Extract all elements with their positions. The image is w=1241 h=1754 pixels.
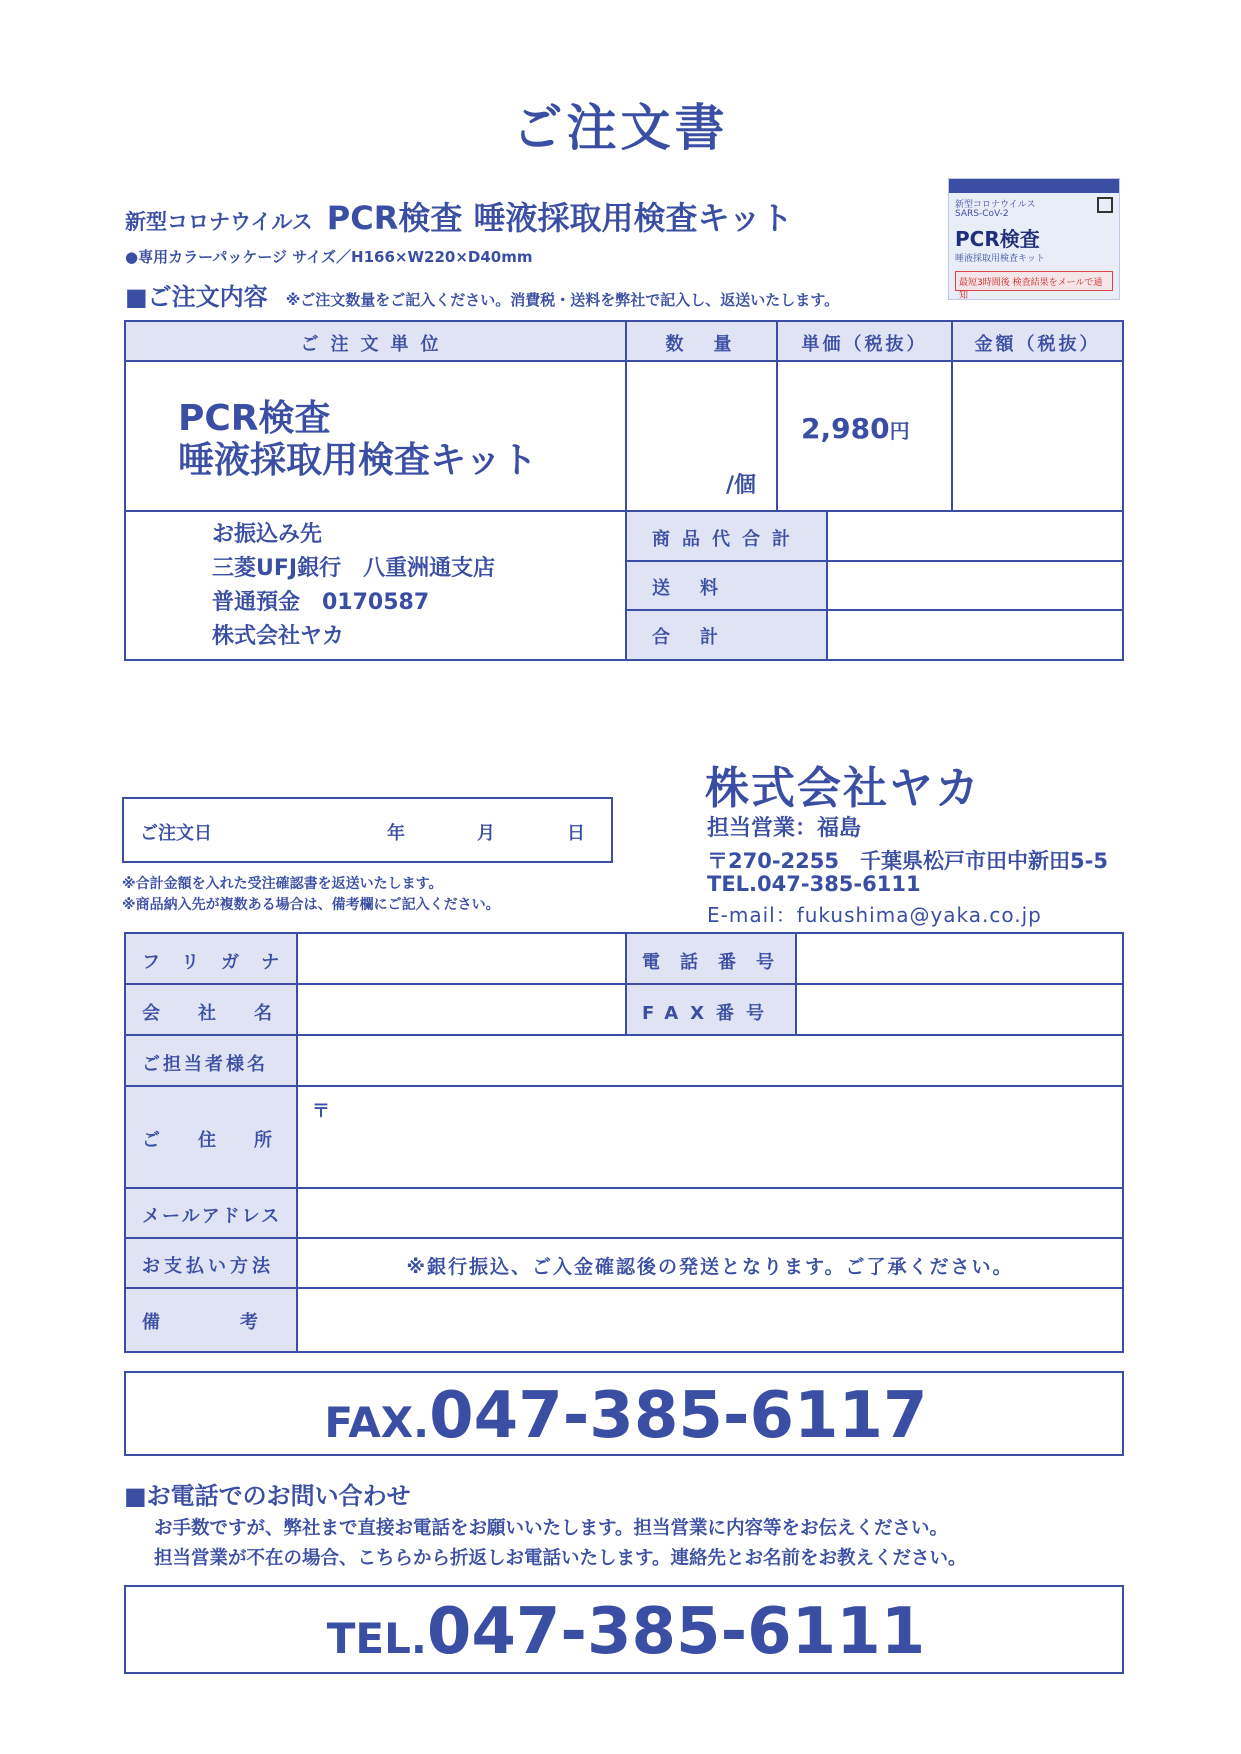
package-band bbox=[949, 179, 1119, 193]
qr-code-icon bbox=[1097, 197, 1113, 213]
fax-number: 047-385-6117 bbox=[429, 1379, 928, 1453]
fax-big-number bbox=[126, 1379, 1126, 1453]
shipping-label: 送 料 bbox=[652, 578, 724, 599]
note-2: ※商品納入先が複数ある場合は、備考欄にご記入ください。 bbox=[122, 897, 500, 913]
company-rep: 担当営業：福島 bbox=[707, 816, 862, 841]
fax-input[interactable] bbox=[797, 985, 1122, 1034]
company-tel: TEL.047-385-6111 bbox=[707, 872, 921, 896]
product-prefix: 新型コロナウイルス bbox=[125, 210, 313, 234]
phone-instruction-2: 担当営業が不在の場合、こちらから折返しお電話いたします。連絡先とお名前をお教えください。 bbox=[154, 1548, 967, 1569]
phone-input[interactable] bbox=[797, 934, 1122, 983]
year-label: 年 bbox=[387, 823, 405, 844]
company-input[interactable] bbox=[298, 985, 625, 1034]
customer-form bbox=[124, 932, 1124, 1353]
email-label: メールアドレス bbox=[142, 1206, 282, 1227]
person-input[interactable] bbox=[298, 1036, 1122, 1085]
tel-prefix: TEL. bbox=[326, 1614, 427, 1663]
furigana-input[interactable] bbox=[298, 934, 625, 983]
product-name: PCR検査 唾液採取用検査キット bbox=[326, 199, 793, 237]
quantity-unit: /個 bbox=[726, 473, 757, 498]
unit-price bbox=[801, 412, 910, 445]
bank-account: 普通預金 0170587 bbox=[212, 590, 430, 615]
day-label: 日 bbox=[567, 823, 585, 844]
phone-instruction-1: お手数ですが、弊社まで直接お電話をお願いいたします。担当営業に内容等をお伝えください。 bbox=[154, 1518, 949, 1539]
postal-mark: 〒 bbox=[312, 1101, 330, 1122]
page-title: ご注文書 bbox=[512, 99, 729, 157]
order-table bbox=[124, 320, 1124, 661]
bank-label: お振込み先 bbox=[212, 522, 323, 547]
payment-label: お支払い方法 bbox=[142, 1256, 274, 1277]
company-address: 〒270-2255 千葉県松戸市田中新田5-5 bbox=[707, 849, 1108, 873]
unit-price-value: 2,980 bbox=[801, 412, 890, 445]
payment-note: ※銀行振込、ご入金確認後の発送となります。ご了承ください。 bbox=[406, 1256, 1014, 1278]
note-1: ※合計金額を入れた受注確認書を返送いたします。 bbox=[122, 876, 443, 892]
order-note: ※ご注文数量をご記入ください。消費税・送料を弊社で記入し、返送いたします。 bbox=[285, 291, 840, 309]
bank-info bbox=[212, 518, 495, 654]
email-input[interactable] bbox=[298, 1189, 1122, 1237]
header-amount: 金額（税抜） bbox=[974, 334, 1101, 355]
fax-number-box bbox=[124, 1371, 1124, 1456]
address-input[interactable] bbox=[298, 1087, 1122, 1187]
tel-number: 047-385-6111 bbox=[426, 1595, 926, 1669]
product-title bbox=[125, 193, 793, 239]
month-label: 月 bbox=[477, 823, 495, 844]
order-date-label: ご注文日 bbox=[140, 823, 212, 844]
product-package-image bbox=[948, 178, 1120, 300]
header-quantity: 数 量 bbox=[665, 334, 738, 355]
remarks-input[interactable] bbox=[298, 1289, 1122, 1351]
order-heading-text: ■ご注文内容 bbox=[125, 283, 268, 311]
phone-label: 電話番号 bbox=[642, 952, 794, 973]
item-name-line2: 唾液採取用検査キット bbox=[178, 440, 538, 481]
person-label: ご担当者様名 bbox=[142, 1054, 268, 1075]
header-unit-price: 単価（税抜） bbox=[801, 334, 928, 355]
tel-number-box bbox=[124, 1585, 1124, 1674]
fax-label: FAX番号 bbox=[642, 1003, 777, 1024]
package-line1: 新型コロナウイルス bbox=[955, 200, 1036, 210]
phone-section-heading: ■お電話でのお問い合わせ bbox=[124, 1482, 411, 1510]
company-email[interactable]: E-mail：fukushima@yaka.co.jp bbox=[707, 903, 1042, 927]
package-badge: 最短3時間後 検査結果をメールで通知 bbox=[955, 271, 1113, 291]
bank-holder: 株式会社ヤカ bbox=[212, 624, 345, 649]
subtotal-label: 商品代合計 bbox=[652, 529, 802, 550]
fax-prefix: FAX. bbox=[324, 1398, 430, 1447]
item-name-line1: PCR検査 bbox=[178, 398, 331, 439]
header-unit: ご注文単位 bbox=[300, 334, 451, 355]
amount-cell bbox=[953, 362, 1122, 510]
order-section-heading bbox=[125, 277, 839, 312]
package-spec: ●専用カラーパッケージ サイズ／H166×W220×D40mm bbox=[125, 248, 533, 266]
yen-label: 円 bbox=[889, 419, 910, 443]
furigana-label: フリガナ bbox=[142, 952, 302, 973]
package-line3: 唾液採取用検査キット bbox=[955, 254, 1045, 264]
bank-name: 三菱UFJ銀行 八重洲通支店 bbox=[212, 556, 496, 581]
quantity-input[interactable] bbox=[624, 362, 776, 510]
package-line2: PCR検査 bbox=[955, 227, 1040, 251]
address-label: ご住所 bbox=[142, 1130, 310, 1151]
company-logo: 株式会社ヤカ bbox=[705, 763, 981, 814]
package-small-text: SARS-CoV-2 bbox=[955, 209, 1009, 219]
total-label: 合 計 bbox=[652, 627, 724, 648]
order-date-box[interactable] bbox=[122, 797, 613, 863]
company-label: 会社名 bbox=[142, 1003, 310, 1024]
remarks-label: 備考 bbox=[142, 1312, 338, 1333]
tel-big-number bbox=[126, 1595, 1126, 1669]
